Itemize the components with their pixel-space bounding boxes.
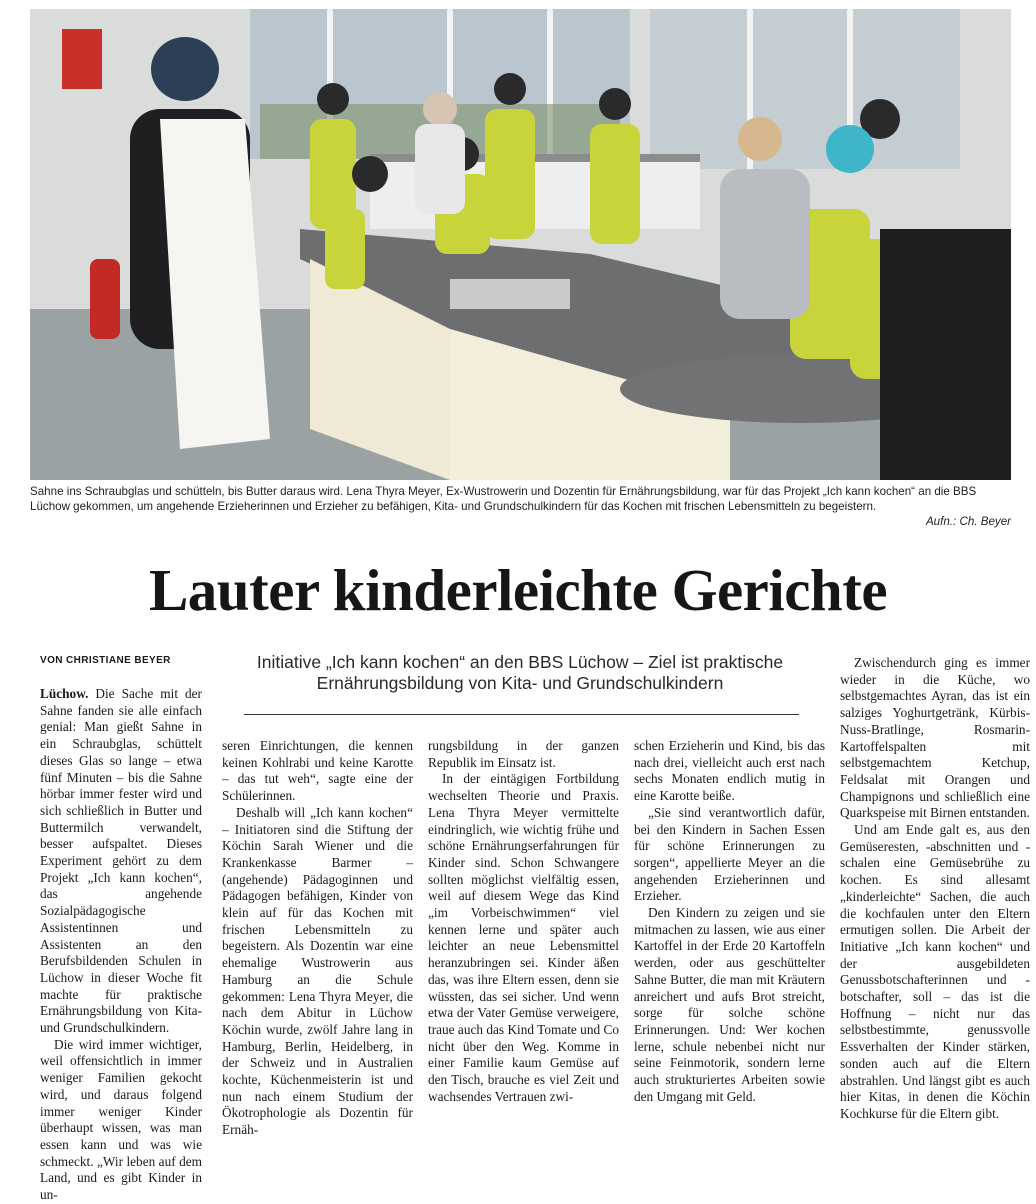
kitchen-classroom-photo	[30, 9, 1011, 480]
paragraph: Den Kindern zu zeigen und sie mitmachen zu lassen, wie aus einer Kartoffel in der Erde 20 Kartoffeln werden, oder aus geschüttelter Sahne Butter, die man mit Kräutern anreichert und aufs Brot streicht, sorge für solche schöne Erinnerungen. Und: Wer kochen lerne, schule nebenbei nicht nur seine Feinmotorik, sondern lerne auch strukturiertes Arbeiten sowie den Umgang mit Geld.	[634, 905, 825, 1104]
paragraph: „Sie sind verantwortlich dafür, bei den Kindern in Sachen Essen für schöne Erinnerungen zu sorgen“, appellierte Meyer an die angehenden Erzieherinnen und Erzieher.	[634, 804, 825, 904]
paragraph	[40, 686, 202, 1037]
paragraph: Die wird immer wichtiger, weil offensichtlich in immer weniger Familien gekocht wird, und daraus folgend immer weniger Kinder überhaupt wissen, was man essen kann und was wie schmeckt. „Wir leben auf dem Land, und es gibt Kinder in un-	[40, 1036, 202, 1203]
paragraph: Deshalb will „Ich kann kochen“ – Initiatoren sind die Stiftung der Köchin Sarah Wiener und die Krankenkasse Barmer – (angehende) Pädagoginnen und Pädagogen befähigen, Kinder von klein auf für das Kochen mit frischen Lebensmitteln zu begeistern. Als Dozentin war eine ehemalige Wustrowerin aus Hamburg an die Schule gekommen: Lena Thyra Meyer, die nach dem Abitur in Lüchow Köchin wurde, zwölf Jahre lang in Hamburg, Berlin, Heidelberg, in der Schweiz und in Australien kochte, Küchenmeisterin ist und nun nach einem Studium der Ökotrophologie als Dozentin für Ernäh-	[222, 804, 413, 1138]
paragraph: In der eintägigen Fortbildung wechselten Theorie und Praxis. Lena Thyra Meyer vermittelte eindringlich, wie wichtig frühe und schöne Ernährungserfahrungen für Kinder sind. Schon Schwangere sollten möglichst vielfältig essen, weil auf diesem Wege das Kind „im Vorbeischwimmen“ viel kennen lerne und später auch leichter an neue Lebensmittel heranzubringen sei. Kinder äßen das, was ihre Eltern essen, denn sie wüssten, das sei sicher. Und wenn etwa der Vater Gemüse verweigere, traue auch das Kind Tomate und Co nicht über den Weg. Komme in einer Familie kaum Gemüse auf den Tisch, brauche es viel Zeit und wachsendes Vertrauen zwi-	[428, 771, 619, 1104]
author-byline: VON CHRISTIANE BEYER	[40, 655, 171, 666]
text-column-5	[840, 655, 1030, 1123]
text-column-1	[40, 686, 202, 1204]
caption-text: Sahne ins Schraubglas und schütteln, bis Butter daraus wird. Lena Thyra Meyer, Ex-Wustrowerin und Dozentin für Ernährungsbildung, war für das Projekt „Ich kann kochen“ an die BBS Lüchow gekommen, um angehende Erzieherinnen und Erzieher zu befähigen, Kita- und Grundschulkindern für das Kochen mit frischen Lebensmitteln zu begeistern.	[30, 485, 977, 513]
dateline: Lüchow.	[40, 686, 89, 701]
article-photo	[30, 9, 1011, 480]
paragraph: seren Einrichtungen, die kennen keinen Kohlrabi und keine Karotte – das tut weh“, sagte eine der Schülerinnen.	[222, 738, 413, 804]
paragraph: schen Erzieherin und Kind, bis das nach drei, vielleicht auch erst nach sechs Monaten endlich mutig in eine Karotte beiße.	[634, 738, 825, 804]
text-column-3	[428, 738, 619, 1105]
paragraph-text: Die Sache mit der Sahne fanden sie alle einfach genial: Man gießt Sahne in ein Schraubglas, schüttelt dieses Glas so lange – etwa fünf Minuten – bis die Sahne hörbar immer fester wird und sich schließlich in Butter und Buttermilch verwandelt, besser aufspaltet. Dieses Experiment gehört zu dem Projekt „Ich kann kochen“, das angehende Sozialpädagogische Assistentinnen und Assistenten an den Berufsbildenden Schulen in Lüchow in dieser Woche fit machte für praktische Ernährungsbildung von Kita- und Grundschulkindern.	[40, 686, 202, 1036]
article-headline: Lauter kinderleichte Gerichte	[148, 557, 888, 623]
text-column-2	[222, 738, 413, 1139]
paragraph: Und am Ende galt es, aus den Gemüseresten, -abschnitten und -schalen eine Gemüsebrühe zu kochen. Es sind allesamt „kinderleichte“ Sachen, die auch die kochfaulen unter den Eltern ermutigen sollen. Die Arbeit der Initiative „Ich kann kochen“ und der ausgebildeten Genussbotschafterinnen und -botschafter, soll – das ist die Hoffnung – nicht nur das selbstbestimmte, genussvolle Essverhalten der Kinder stärken, sonden auch auf die Eltern abstrahlen. Und längst gibt es auch hier Kitas, in denen die Köchin Kochkurse für die Eltern gibt.	[840, 822, 1030, 1121]
photo-caption	[30, 484, 1011, 528]
paragraph: Zwischendurch ging es immer wieder in die Küche, wo selbstgemachtes Ayran, das ist ein salziges Yoghurtgetränk, Kürbis-Nuss-Bratlinge, Rosmarin-Kartoffelspalten mit selbstgemachtem Ketchup, Feldsalat mit Orangen und Champignons und schließlich eine Quarkspeise mit Birnen entstanden.	[840, 655, 1030, 821]
paragraph: rungsbildung in der ganzen Republik im Einsatz ist.	[428, 738, 619, 770]
photo-credit: Aufn.: Ch. Beyer	[925, 515, 1011, 528]
article-subheadline: Initiative „Ich kann kochen“ an den BBS Lüchow – Ziel ist praktische Ernährungsbildung von Kita- und Grundschulkindern	[256, 652, 784, 693]
subhead-divider	[244, 714, 799, 715]
text-column-4	[634, 738, 825, 1105]
